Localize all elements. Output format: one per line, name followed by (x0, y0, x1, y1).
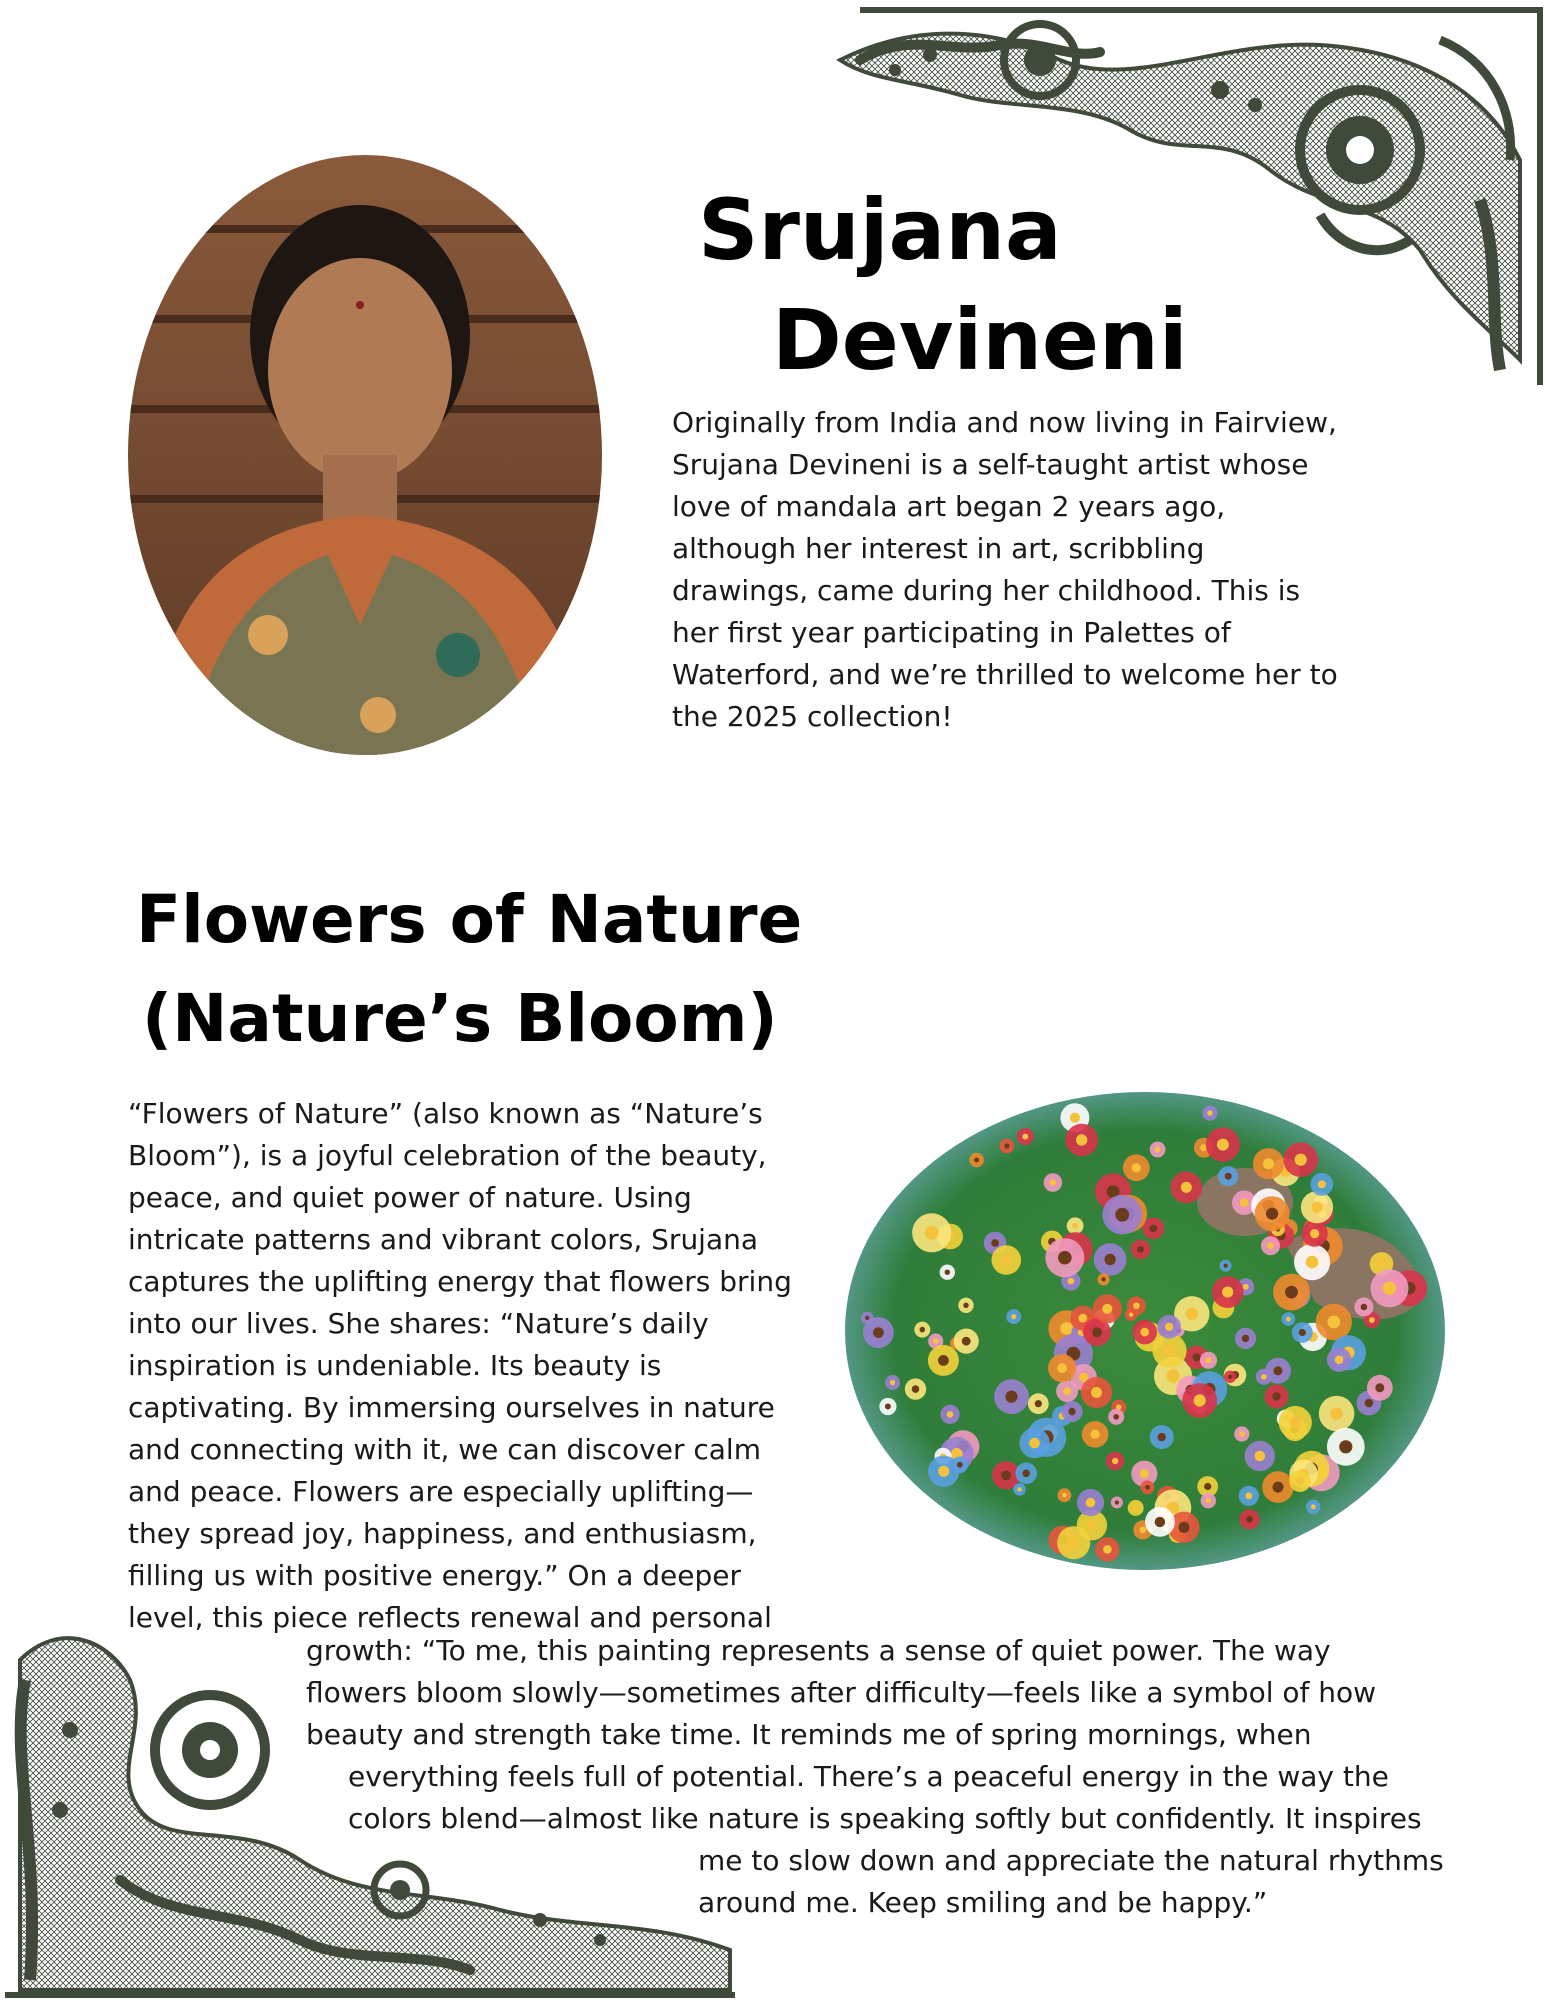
description-line: colors blend—almost like nature is speaking softly but confidently. It inspires (348, 1802, 1422, 1835)
description-line: “Flowers of Nature” (also known as “Nature’s (128, 1097, 763, 1130)
bio-line: Srujana Devineni is a self-taught artist whose (672, 448, 1309, 481)
artwork-painting-image (845, 1092, 1445, 1570)
artwork-title: Flowers of Nature (136, 881, 803, 958)
description-line: they spread joy, happiness, and enthusiasm, (128, 1517, 757, 1550)
artist-portrait-photo (128, 155, 602, 755)
description-line: into our lives. She shares: “Nature’s daily (128, 1307, 709, 1340)
description-line: and connecting with it, we can discover calm (128, 1433, 761, 1466)
description-line: intricate patterns and vibrant colors, Srujana (128, 1223, 759, 1256)
artwork-description (128, 1093, 848, 1639)
bio-line: her first year participating in Palettes of (672, 616, 1231, 649)
description-line: peace, and quiet power of nature. Using (128, 1181, 692, 1214)
artist-bio (672, 402, 1372, 738)
description-line: Bloom”), is a joyful celebration of the beauty, (128, 1139, 767, 1172)
bio-line: although her interest in art, scribbling (672, 532, 1205, 565)
bio-line: Originally from India and now living in Fairview, (672, 406, 1337, 439)
description-line: growth: “To me, this painting represents a sense of quiet power. The way (306, 1634, 1331, 1667)
description-line: beauty and strength take time. It reminds me of spring mornings, when (306, 1718, 1312, 1751)
artist-name-last: Devineni (772, 291, 1188, 389)
description-line: filling us with positive energy.” On a deeper (128, 1559, 742, 1592)
description-line: around me. Keep smiling and be happy.” (698, 1886, 1268, 1919)
bio-line: Waterford, and we’re thrilled to welcome her to (672, 658, 1338, 691)
description-line: flowers bloom slowly—sometimes after difficulty—feels like a symbol of how (306, 1676, 1377, 1709)
artist-name-first: Srujana (698, 181, 1062, 279)
artwork-alt-title: (Nature’s Bloom) (142, 980, 778, 1057)
description-line: inspiration is undeniable. Its beauty is (128, 1349, 662, 1382)
bio-line: drawings, came during her childhood. This is (672, 574, 1301, 607)
description-line: me to slow down and appreciate the natural rhythms (698, 1844, 1444, 1877)
description-line: captivating. By immersing ourselves in nature (128, 1391, 775, 1424)
description-line: everything feels full of potential. There’s a peaceful energy in the way the (348, 1760, 1389, 1793)
bio-line: the 2025 collection! (672, 700, 953, 733)
description-line: level, this piece reflects renewal and personal (128, 1601, 772, 1634)
description-line: captures the uplifting energy that flowers bring (128, 1265, 792, 1298)
artwork-description-continued (306, 1630, 1486, 1924)
description-line: and peace. Flowers are especially uplifting— (128, 1475, 754, 1508)
bio-line: love of mandala art began 2 years ago, (672, 490, 1226, 523)
